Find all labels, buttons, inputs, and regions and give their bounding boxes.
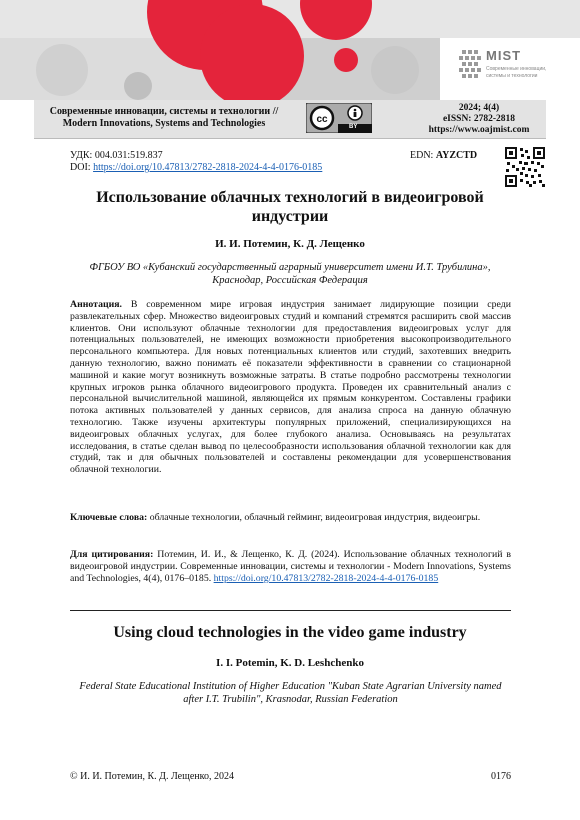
cc-license-badge[interactable] — [306, 103, 372, 133]
authors-en: I. I. Potemin, K. D. Leshchenko — [216, 657, 364, 669]
journal-logo — [440, 38, 580, 100]
udc-code: УДК: 004.031:519.837 — [70, 150, 163, 161]
abstract-label: Аннотация. — [70, 299, 123, 310]
svg-text:cc: cc — [316, 114, 328, 125]
issue-eissn: eISSN: 2782-2818 — [442, 114, 516, 124]
journal-title-en: Modern Innovations, Systems and Technologies — [62, 118, 266, 129]
citation — [70, 549, 511, 585]
affiliation-en: Federal State Educational Institution of Higher Education "Kuban State Agrarian University named after I.T. Trubilin", Krasnodar, Russian Federation — [79, 681, 502, 705]
journal-title-ru: Современные инновации, системы и технологии // — [49, 106, 279, 117]
journal-url[interactable]: https://www.oajmist.com — [428, 125, 530, 135]
doi-label: DOI: — [70, 162, 94, 173]
abstract — [70, 299, 511, 476]
cc-by-label: BY — [349, 124, 358, 130]
journal-title — [34, 106, 294, 130]
edn-value: AYZCTD — [435, 150, 478, 161]
section-divider — [70, 610, 511, 611]
article-meta — [70, 150, 322, 174]
citation-text: Потемин, И. И., & Лещенко, К. Д. (2024). Использование облачных технологий в видеоигровой индустрии. Современные инновации, системы и технологии - Modern Innovations, Systems and Technologies, 4(4), 0176–0185. — [70, 549, 511, 584]
authors-ru: И. И. Потемин, К. Д. Лещенко — [215, 238, 365, 250]
abstract-text: В современном мире игровая индустрия занимает лидирующие позиции среди развлекательных сфер. Множество видеоигровых студий и компаний стремятся расширить свой массив клиентов. Они используют облачные технологии для предоставления видеоигровых услуг для потенциальных пользователей, не имеющих возможности приобретения высокопроизводительного персонального компьютера. Для новых потенциальных клиентов или студий, захотевших внедрить данную технологию, важно понимать её показатели эффективности в сравнении со стационарной машиной и какие могут возникнуть возможные затраты. В статье подробно рассмотрены технологии крупных игроков рынка облачного видеоигрового продукта. Проведен их сравнительный анализ с персональной вычислительной машиной, являющейся их прямым конкурентом. Составлены графики потока активных пользователей у данных сервисов, для анализа спроса на данную облачную технологию. Также изучены архитектуры популярных приложений, специализирующихся на видеоигровых облачных услугах, для более глубокого анализа. Основываясь на результатах исследования, в статье сделан вывод по целесообразности использования облачной технологии как для студий, так и для обычных пользователей и составлены рекомендации для усовершенствования облачной технологии. — [70, 299, 511, 476]
header-banner — [0, 0, 580, 100]
edn-label: EDN: — [410, 150, 436, 161]
qr-code-icon — [505, 147, 545, 187]
affiliation-ru: ФГБОУ ВО «Кубанский государственный аграрный университет имени И.Т. Трубилина», Краснодар, Российская Федерация — [89, 262, 491, 286]
citation-doi-link[interactable]: https://doi.org/10.47813/2782-2818-2024-4-4-0176-0185 — [213, 573, 439, 584]
footer-copyright: © И. И. Потемин, К. Д. Лещенко, 2024 — [70, 771, 234, 782]
qr-code — [505, 147, 545, 187]
journal-info-bar — [34, 100, 546, 139]
keywords — [70, 512, 511, 524]
keywords-label: Ключевые слова: — [70, 512, 148, 523]
cc-by-icon — [306, 103, 372, 133]
article-title-en: Using cloud technologies in the video game industry — [113, 624, 467, 641]
logo-subtitle-1: Современные инновации, — [486, 66, 547, 72]
keywords-text: облачные технологии, облачный гейминг, видеоигровая индустрия, видеоигры. — [147, 512, 481, 523]
page-number: 0176 — [491, 771, 511, 782]
logo-subtitle-2: системы и технологии — [486, 73, 538, 79]
doi-line — [70, 162, 322, 174]
issue-info — [412, 103, 546, 136]
article-title-ru: Использование облачных технологий в видеоигровой индустрии — [96, 189, 484, 225]
issue-volume: 2024; 4(4) — [458, 103, 500, 113]
logo-name: MIST — [486, 48, 522, 63]
edn-code — [410, 150, 477, 161]
doi-link[interactable]: https://doi.org/10.47813/2782-2818-2024-4-4-0176-0185 — [93, 162, 323, 173]
citation-label: Для цитирования: — [70, 549, 154, 560]
